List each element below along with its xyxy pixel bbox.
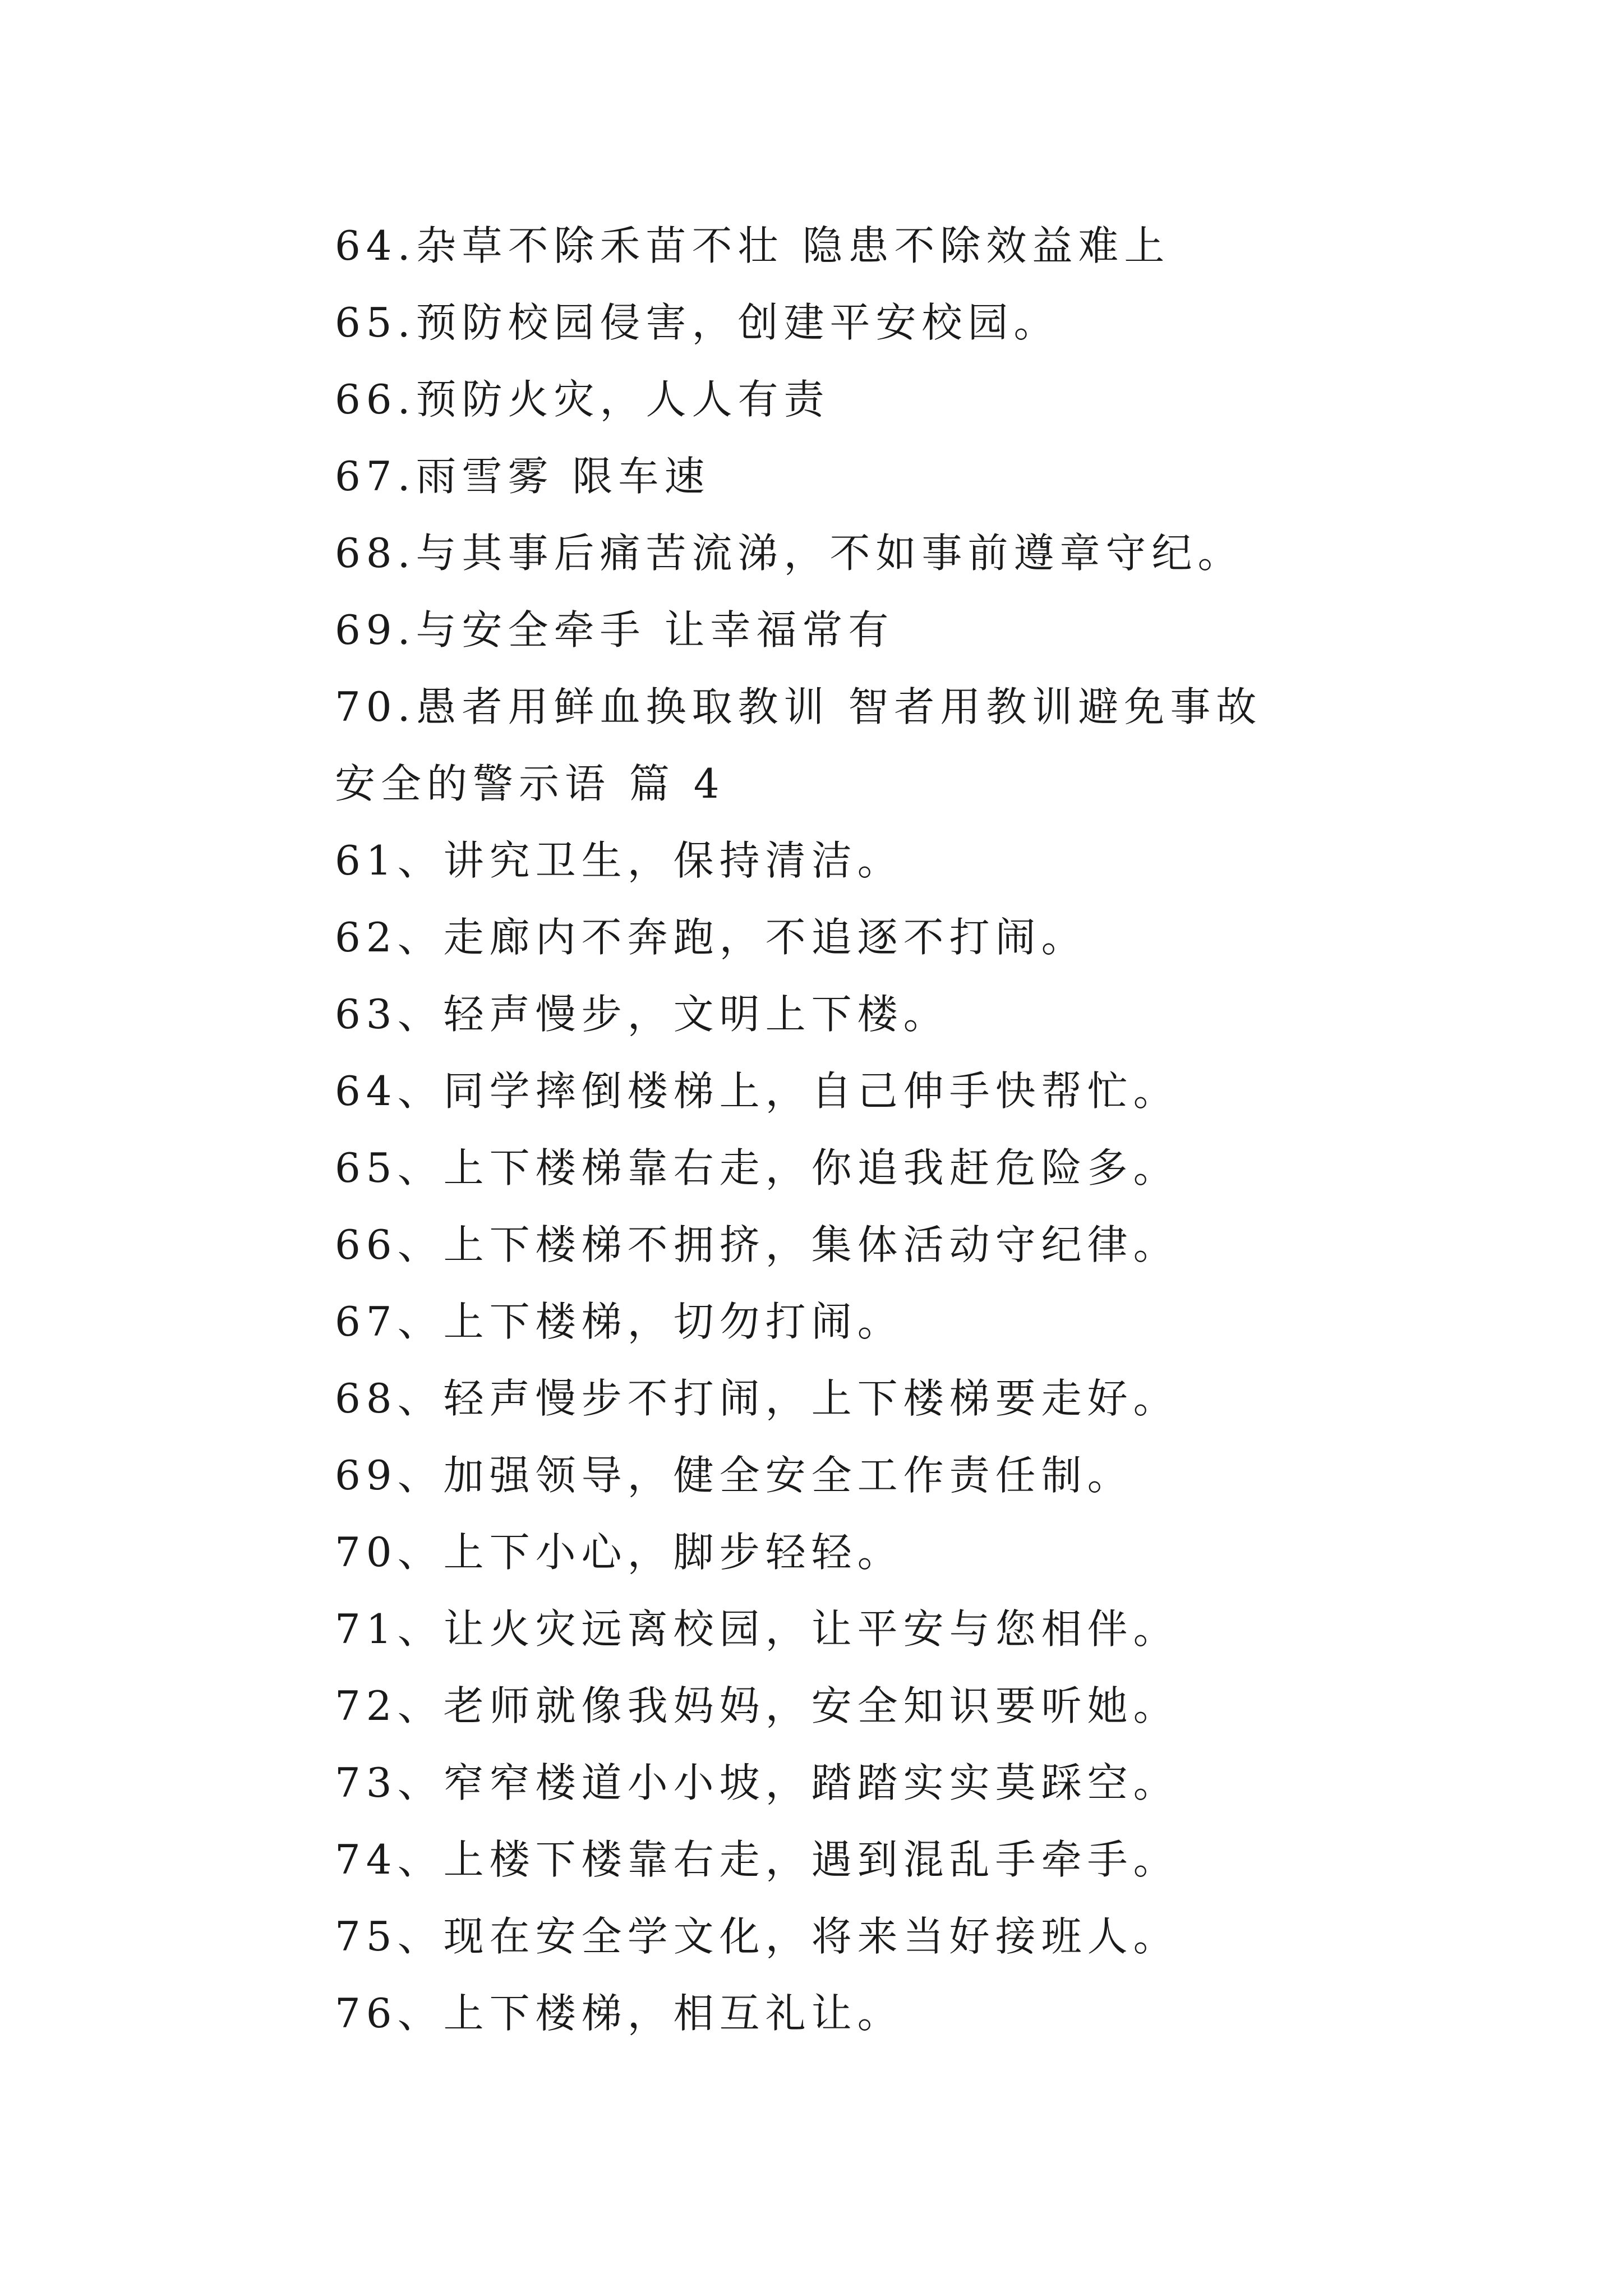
slogan-line: 70.愚者用鲜血换取教训 智者用教训避免事故	[335, 683, 1262, 730]
slogan-line: 63、轻声慢步，文明上下楼。	[335, 991, 949, 1038]
slogan-line: 73、窄窄楼道小小坡，踏踏实实莫踩空。	[335, 1759, 1179, 1806]
slogan-line: 71、让火灾远离校园，让平安与您相伴。	[335, 1605, 1179, 1653]
slogan-line: 76、上下楼梯，相互礼让。	[335, 1990, 903, 2037]
slogan-line: 69、加强领导，健全安全工作责任制。	[335, 1452, 1133, 1499]
slogan-line: 70、上下小心，脚步轻轻。	[335, 1529, 903, 1576]
section-heading: 安全的警示语 篇 4	[335, 760, 725, 807]
slogan-line: 69.与安全牵手 让幸福常有	[335, 606, 895, 654]
slogan-line: 65.预防校园侵害，创建平安校园。	[335, 299, 1060, 346]
slogan-line: 75、现在安全学文化，将来当好接班人。	[335, 1913, 1179, 1960]
slogan-line: 74、上楼下楼靠右走，遇到混乱手牵手。	[335, 1836, 1179, 1883]
slogan-line: 64、同学摔倒楼梯上，自己伸手快帮忙。	[335, 1068, 1179, 1115]
slogan-line: 68、轻声慢步不打闹，上下楼梯要走好。	[335, 1375, 1179, 1422]
slogan-line: 64.杂草不除禾苗不壮 隐患不除效益难上	[335, 222, 1170, 269]
slogan-line: 66、上下楼梯不拥挤，集体活动守纪律。	[335, 1221, 1179, 1268]
slogan-line: 67.雨雪雾 限车速	[335, 453, 711, 500]
slogan-line: 68.与其事后痛苦流涕，不如事前遵章守纪。	[335, 530, 1244, 577]
slogan-line: 66.预防火灾，人人有责	[335, 376, 830, 423]
slogan-line: 67、上下楼梯，切勿打闹。	[335, 1298, 903, 1345]
slogan-line: 61、讲究卫生，保持清洁。	[335, 837, 903, 884]
slogan-line: 65、上下楼梯靠右走，你追我赶危险多。	[335, 1144, 1179, 1191]
document-body	[335, 208, 1456, 2052]
slogan-line: 72、老师就像我妈妈，安全知识要听她。	[335, 1682, 1179, 1729]
slogan-line: 62、走廊内不奔跑，不追逐不打闹。	[335, 914, 1087, 961]
